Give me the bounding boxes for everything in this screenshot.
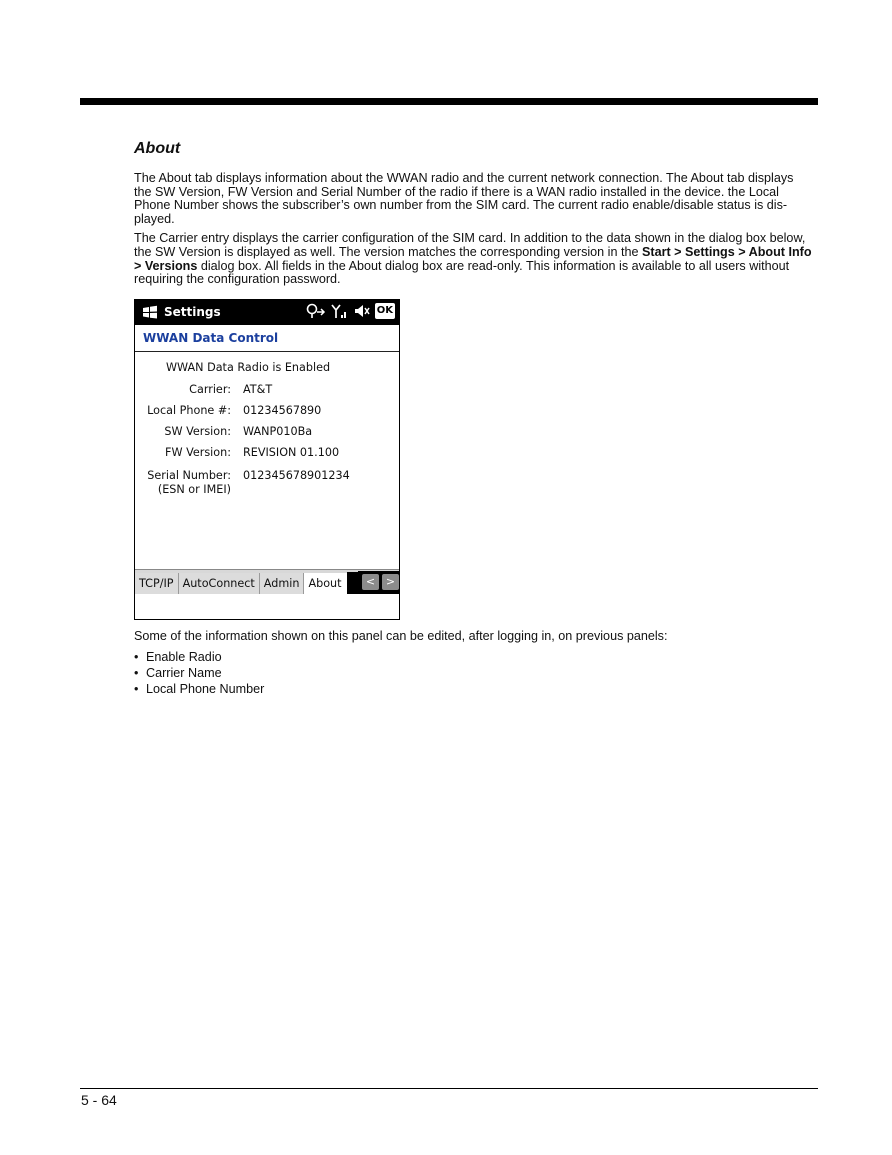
list-item (134, 665, 814, 681)
signal-strength-icon[interactable] (331, 303, 349, 319)
list-item (134, 681, 814, 697)
section-heading: About (134, 140, 181, 157)
bottom-rule (80, 1088, 818, 1089)
paragraph-carrier-start: The Carrier entry displays the carrier configuration of the SIM card. In addition to the data shown in the dialog box below, the SW Version is displayed as well. The version matches the corresponding version in the (134, 231, 806, 259)
tab-bar (135, 569, 399, 594)
tab-scroll-right-button[interactable]: > (382, 574, 399, 590)
ok-button[interactable]: OK (375, 303, 395, 319)
paragraph-about-tab: The About tab displays information about the WWAN radio and the current network connection. The About tab displays the SW Version, FW Version and Serial Number of the radio if there is a WAN radio installed in the device. the Local Phone Number shows the subscriber’s own number from the SIM card. The current radio enable/disable status is dis-played. (134, 171, 794, 226)
page-content (134, 140, 814, 697)
list-item-text: Local Phone Number (146, 682, 265, 697)
list-item-text: Enable Radio (146, 650, 222, 665)
paragraph-carrier-end: dialog box. All fields in the About dialog box are read-only. This information is available to all users without requiring the configuration password. (134, 258, 790, 287)
tab-autoconnect[interactable]: AutoConnect (179, 573, 260, 594)
list-item (134, 649, 814, 665)
field-label: Carrier: (189, 382, 231, 396)
bullet: • (134, 682, 139, 697)
volume-muted-icon[interactable] (354, 303, 370, 319)
device-titlebar (135, 300, 399, 325)
field-label: Serial Number: (147, 468, 231, 482)
tab-scroll-left-button[interactable]: < (362, 574, 379, 590)
tab-divider (347, 572, 358, 594)
tab-about[interactable]: About (304, 573, 347, 594)
page-number: 5 - 64 (81, 1092, 117, 1108)
tab-admin[interactable]: Admin (260, 573, 305, 594)
titlebar-status-icons (306, 303, 395, 319)
bullet: • (134, 666, 139, 681)
field-label: FW Version: (165, 445, 231, 459)
field-label: SW Version: (164, 424, 231, 438)
tab-tcpip[interactable]: TCP/IP (135, 573, 179, 594)
field-value: REVISION 01.100 (243, 445, 340, 459)
field-value: AT&T (243, 382, 273, 396)
field-label: Local Phone #: (147, 403, 231, 417)
top-rule (80, 98, 818, 105)
device-screenshot (134, 299, 400, 620)
wwan-dialog-title: WWAN Data Control (135, 325, 399, 352)
editable-fields-list (134, 649, 814, 697)
field-value: WANP010Ba (243, 424, 313, 438)
wwan-info-panel (135, 352, 399, 594)
connectivity-icon[interactable] (306, 303, 326, 319)
bullet: • (134, 650, 139, 665)
paragraph-editable-note: Some of the information shown on this panel can be edited, after logging in, on previous panels: (134, 628, 668, 643)
windows-start-icon[interactable] (142, 305, 158, 319)
menu-path: Start > Settings > About Info > Versions (134, 244, 812, 273)
field-value: 01234567890 (243, 403, 322, 417)
radio-status: WWAN Data Radio is Enabled (166, 360, 331, 374)
paragraph-carrier (134, 232, 814, 286)
field-label-secondary: (ESN or IMEI) (157, 482, 231, 496)
field-value: 012345678901234 (243, 468, 350, 482)
list-item-text: Carrier Name (146, 666, 222, 681)
device-title: Settings (164, 305, 221, 320)
tab-scroll-controls (358, 571, 399, 594)
